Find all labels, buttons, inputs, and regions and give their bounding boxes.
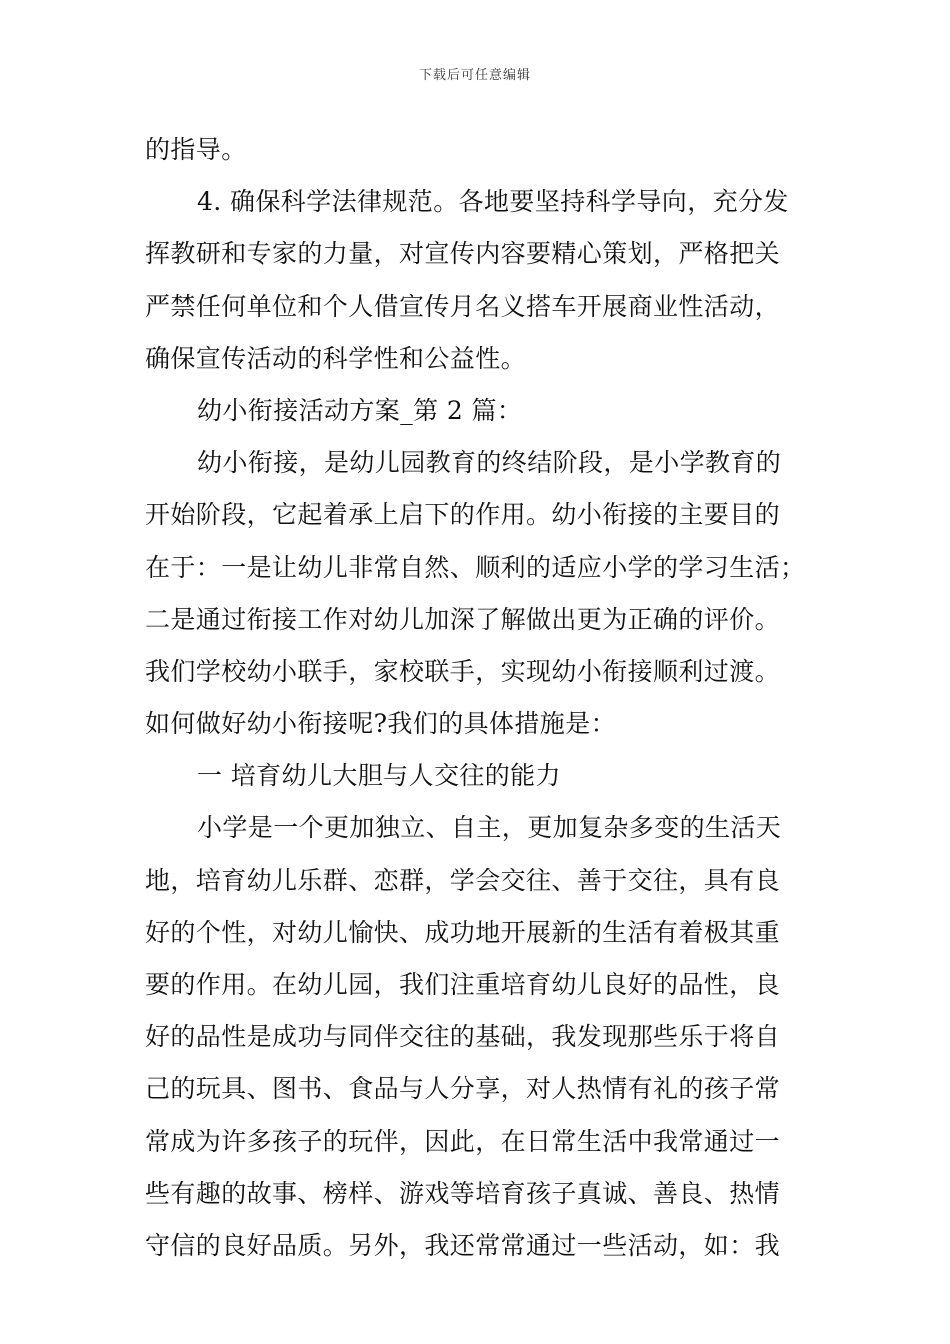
text-line: 挥教研和专家的力量，对宣传内容要精心策划，严格把关 bbox=[145, 239, 781, 269]
text-line: 开始阶段，它起着承上启下的作用。幼小衔接的主要目的 bbox=[145, 500, 781, 530]
text-line: 幼小衔接，是幼儿园教育的终结阶段，是小学教育的 bbox=[197, 448, 782, 478]
text-line: 确保宣传活动的科学性和公益性。 bbox=[145, 343, 527, 373]
text-line: 己的玩具、图书、食品与人分享，对人热情有礼的孩子常 bbox=[145, 1074, 781, 1104]
document-body bbox=[145, 124, 807, 1272]
text-line: 些有趣的故事、榜样、游戏等培育孩子真诚、善良、热情 bbox=[145, 1178, 781, 1208]
text-line: 严禁任何单位和个人借宣传月名义搭车开展商业性活动， bbox=[145, 291, 781, 321]
text-line: 好的品性是成功与同伴交往的基础，我发现那些乐于将自 bbox=[145, 1022, 781, 1052]
text-line: 幼小衔接活动方案_第 2 篇： bbox=[197, 395, 523, 425]
text-line: 在于：一是让幼儿非常自然、顺利的适应小学的学习生活； bbox=[145, 552, 806, 582]
text-line: 4. 确保科学法律规范。各地要坚持科学导向，充分发 bbox=[197, 187, 789, 217]
text-line: 要的作用。在幼儿园，我们注重培育幼儿良好的品性，良 bbox=[145, 970, 781, 999]
text-line: 守信的良好品质。另外，我还常常通过一些活动，如：我 bbox=[145, 1230, 781, 1260]
text-line: 二是通过衔接工作对幼儿加深了解做出更为正确的评价。 bbox=[145, 604, 781, 634]
text-line: 的指导。 bbox=[145, 135, 247, 164]
text-line: 如何做好幼小衔接呢?我们的具体措施是： bbox=[145, 709, 617, 739]
text-line: 一 培育幼儿大胆与人交往的能力 bbox=[197, 761, 561, 791]
page-header: 下载后可任意编辑 bbox=[418, 68, 531, 83]
text-line: 常成为许多孩子的玩伴，因此，在日常生活中我常通过一 bbox=[145, 1126, 781, 1156]
text-line: 地，培育幼儿乐群、恋群，学会交往、善于交往，具有良 bbox=[145, 865, 781, 895]
text-line: 我们学校幼小联手，家校联手，实现幼小衔接顺利过渡。 bbox=[145, 656, 781, 686]
text-line: 小学是一个更加独立、自主，更加复杂多变的生活天 bbox=[197, 813, 782, 843]
text-line: 好的个性，对幼儿愉快、成功地开展新的生活有着极其重 bbox=[145, 917, 781, 947]
